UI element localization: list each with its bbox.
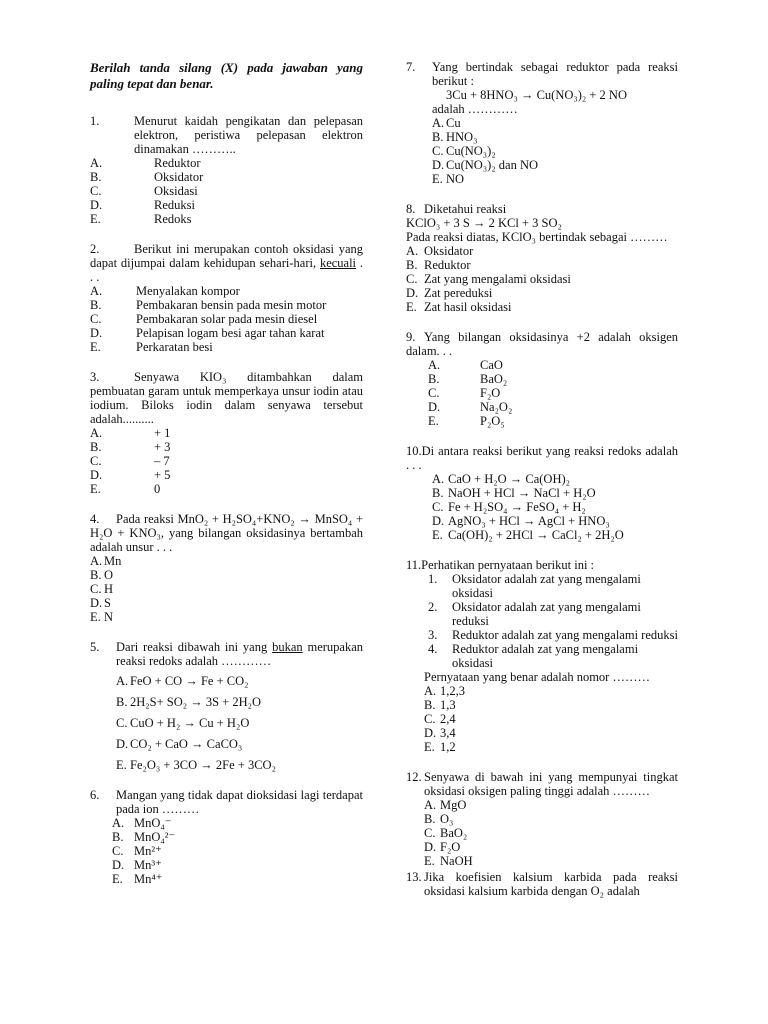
question-5: 5. Dari reaksi dibawah ini yang bukan merupakan reaksi redoks adalah ………… A. FeO + CO → Fe + CO₂ B. 2H₂S+ SO₂ → 3S + 2H₂O C. CuO + H₂ → Cu + H₂O D. CO₂ + CaO → CaCO₃ E. Fe₂O₃ + 3CO → 2Fe + 3CO₂: [90, 640, 364, 772]
question-9: [406, 330, 678, 428]
question-text: 10.Di antara reaksi berikut yang reaksi redoks adalah . . .: [406, 444, 678, 472]
question-13: 13. Jika koefisien kalsium karbida pada reaksi oksidasi kalsium karbida dengan O₂ adalah: [406, 870, 678, 898]
question-8: 8. Diketahui reaksi KClO₃ + 3 S → 2 KCl + 3 SO₂ Pada reaksi diatas, KClO₃ bertindak sebagai ……… A. Oksidator B. Reduktor C. Zat yang mengalami oksidasi D. Zat pereduksi E. Zat hasil oksidasi: [406, 202, 678, 314]
option-c: C. Cu(NO₃)₂: [432, 144, 496, 158]
option-c: C. Oksidasi: [90, 184, 198, 198]
option-d: D. Cu(NO₃)₂ dan NO: [432, 158, 539, 172]
option-c: C. – 7: [90, 454, 170, 468]
option-c: C. F₂O: [428, 386, 501, 400]
option-e: E. 1,2: [424, 740, 456, 754]
option-d: D. F₂O: [424, 840, 461, 854]
option-b: B. + 3: [90, 440, 171, 454]
option-d: D. Reduksi: [90, 198, 195, 212]
option-d: D. + 5: [90, 468, 171, 482]
question-tail: adalah …………: [432, 102, 518, 116]
option-d: D. Zat pereduksi: [406, 286, 493, 300]
keyword-kecuali: kecuali: [319, 256, 357, 270]
question-text: 11.Perhatikan pernyataan berikut ini :: [406, 558, 595, 572]
left-column: [90, 60, 363, 902]
reaction-equation: KClO₃ + 3 S → 2 KCl + 3 SO₂: [406, 216, 562, 230]
question-12: 12. Senyawa di bawah ini yang mempunyai tingkat oksidasi oksigen paling tinggi adalah ……… A. MgO B. O₃ C. BaO₂ D. F₂O E. NaOH: [406, 770, 678, 868]
question-4: [90, 512, 363, 624]
option-d: D. Pelapisan logam besi agar tahan karat: [90, 326, 325, 340]
question-text: Yang bertindak sebagai reduktor pada reaksi berikut :: [432, 60, 678, 88]
option-b: B. Pembakaran bensin pada mesin motor: [90, 298, 327, 312]
option-a: A. CaO + H₂O → Ca(OH)₂: [432, 472, 570, 486]
question-text: Menurut kaidah pengikatan dan pelepasan elektron, peristiwa pelepasan elektron dinamakan ………..: [134, 114, 363, 156]
option-e: E. P₂O₅: [428, 414, 505, 428]
option-a: A. + 1: [90, 426, 171, 440]
option-a: A. Cu: [432, 116, 461, 130]
option-c: C. Zat yang mengalami oksidasi: [406, 272, 571, 286]
option-d: D. S: [90, 596, 111, 610]
question-text: 2. Berikut ini merupakan contoh oksidasi yang dapat dijumpai dalam kehidupan sehari-hari, kecuali . . .: [90, 242, 364, 284]
question-text: 3. Senyawa KIO₃ ditambahkan dalam pembuatan garam untuk memperkaya unsur iodin atau iodium. Biloks iodin dalam senyawa tersebut adalah..........: [90, 370, 363, 426]
option-c: C. Mn²⁺: [112, 844, 162, 858]
question-7: 7. Yang bertindak sebagai reduktor pada reaksi berikut : 3Cu + 8HNO₃ → Cu(NO₃)₂ + 2 NO adalah ………… A. Cu B. HNO₃ C. Cu(NO₃)₂ D. Cu(NO₃)₂ dan NO E. NO: [406, 60, 678, 186]
question-text-2: Pada reaksi diatas, KClO₃ bertindak sebagai ………: [406, 230, 668, 244]
instruction: Berilah tanda silang (X) pada jawaban yang paling tepat dan benar.: [90, 60, 363, 91]
question-text: 4. Pada reaksi MnO₂ + H₂SO₄+KNO₂ → MnSO₄ + H₂O + KNO₃, yang bilangan oksidasinya bertambah adalah unsur . . .: [90, 512, 363, 554]
option-d: D. Mn³⁺: [112, 858, 162, 872]
question-10: [406, 444, 678, 542]
question-1: [90, 114, 363, 226]
reaction-equation: 3Cu + 8HNO₃ → Cu(NO₃)₂ + 2 NO: [446, 88, 627, 102]
option-d: D. AgNO₃ + HCl → AgCl + HNO₃: [432, 514, 610, 528]
question-text: Dari reaksi dibawah ini yang bukan merupakan reaksi redoks adalah …………: [116, 640, 364, 668]
option-c: C. H: [90, 582, 114, 596]
question-text: Diketahui reaksi: [424, 202, 507, 216]
option-a: A. CaO: [428, 358, 503, 372]
option-b: B. NaOH + HCl → NaCl + H₂O: [432, 486, 596, 500]
option-a: A. 1,2,3: [424, 684, 465, 698]
question-text: Senyawa di bawah ini yang mempunyai tingkat oksidasi oksigen paling tinggi adalah ………: [424, 770, 678, 798]
option-e: E. Redoks: [90, 212, 192, 226]
option-d: D. Na₂O₂: [428, 400, 513, 414]
option-d: D. CO₂ + CaO → CaCO₃: [116, 737, 243, 751]
option-e: E. Perkaratan besi: [90, 340, 213, 354]
question-number: 1.: [90, 114, 100, 128]
question-3: [90, 370, 363, 496]
option-e: E. Zat hasil oksidasi: [406, 300, 512, 314]
question-2: [90, 242, 363, 354]
option-e: E. NaOH: [424, 854, 473, 868]
option-a: A. Mn: [90, 554, 122, 568]
option-e: E. Fe₂O₃ + 3CO → 2Fe + 3CO₂: [116, 758, 276, 772]
option-b: B. O₃: [424, 812, 454, 826]
statement-4: 4. Reduktor adalah zat yang mengalami oksidasi: [428, 642, 639, 670]
option-b: B. BaO₂: [428, 372, 508, 386]
option-c: C. Pembakaran solar pada mesin diesel: [90, 312, 318, 326]
option-c: C. CuO + H₂ → Cu + H₂O: [116, 716, 250, 730]
statement-1: 1. Oksidator adalah zat yang mengalami oksidasi: [428, 572, 641, 600]
option-b: B. 2H₂S+ SO₂ → 3S + 2H₂O: [116, 695, 262, 709]
option-c: C. BaO₂: [424, 826, 468, 840]
keyword-bukan: bukan: [272, 640, 303, 654]
statement-2: 2. Oksidator adalah zat yang mengalami reduksi: [428, 600, 641, 628]
option-e: E. Ca(OH)₂ + 2HCl → CaCl₂ + 2H₂O: [432, 528, 624, 542]
option-b: B. Oksidator: [90, 170, 204, 184]
option-a: A. Menyalakan kompor: [90, 284, 240, 298]
question-text: 9. Yang bilangan oksidasinya +2 adalah oksigen dalam. . .: [406, 330, 678, 358]
statement-3: 3. Reduktor adalah zat yang mengalami reduksi: [428, 628, 678, 642]
question-6: 6. Mangan yang tidak dapat dioksidasi lagi terdapat pada ion ……… A. MnO₄⁻ B. MnO₄²⁻ C. Mn²⁺ D. Mn³⁺ E. Mn⁴⁺: [90, 788, 363, 886]
option-e: E. N: [90, 610, 114, 624]
option-c: C. Fe + H₂SO₄ → FeSO₄ + H₂: [432, 500, 586, 514]
option-e: E. 0: [90, 482, 161, 496]
option-a: A. Oksidator: [406, 244, 474, 258]
question-11: [406, 558, 678, 754]
question-text-2: Pernyataan yang benar adalah nomor ………: [424, 670, 650, 684]
option-b: B. MnO₄²⁻: [112, 830, 176, 844]
question-text: Mangan yang tidak dapat dioksidasi lagi terdapat pada ion ………: [116, 788, 363, 816]
option-a: A. FeO + CO → Fe + CO₂: [116, 674, 249, 688]
option-e: E. Mn⁴⁺: [112, 872, 163, 886]
option-a: A. MnO₄⁻: [112, 816, 172, 830]
right-column: [406, 60, 678, 914]
option-b: B. O: [90, 568, 114, 582]
option-b: B. HNO₃: [432, 130, 478, 144]
option-a: A. MgO: [424, 798, 467, 812]
option-a: A. Reduktor: [90, 156, 201, 170]
option-b: B. 1,3: [424, 698, 456, 712]
option-d: D. 3,4: [424, 726, 456, 740]
option-c: C. 2,4: [424, 712, 456, 726]
question-text: Jika koefisien kalsium karbida pada reaksi oksidasi kalsium karbida dengan O₂ adalah: [424, 870, 678, 898]
option-b: B. Reduktor: [406, 258, 471, 272]
option-e: E. NO: [432, 172, 465, 186]
